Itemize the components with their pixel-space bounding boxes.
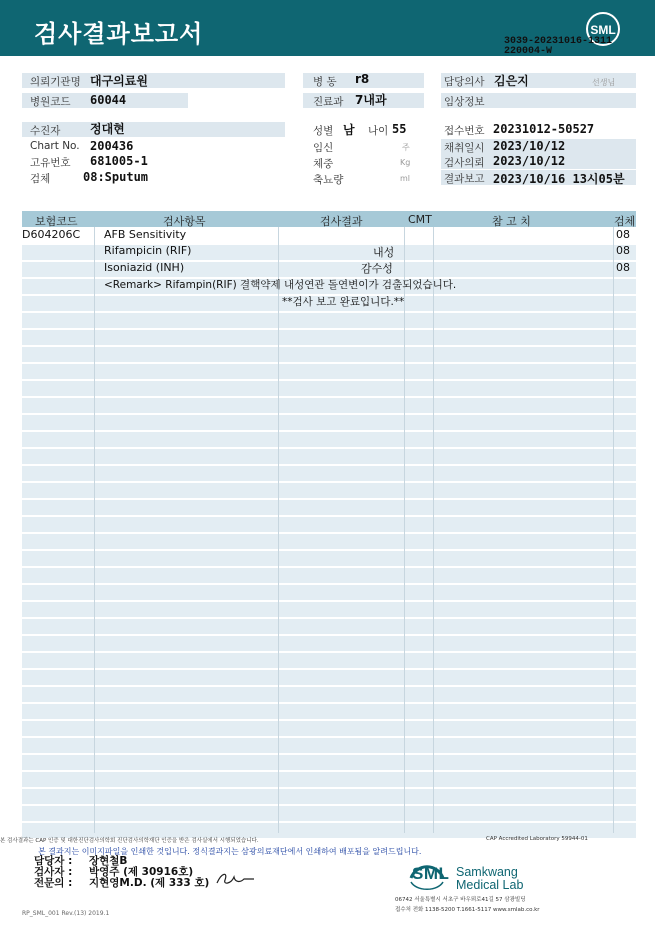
collection-date: 2023/10/12 [493,139,566,153]
age: 55 [392,122,407,136]
row-result: 내성 [373,246,395,259]
sex-label: 성별 [313,125,334,137]
col-divider [94,227,95,833]
col-header-specimen: 검체 [614,215,636,228]
col-header-item: 검사항목 [163,215,206,228]
ward-label: 병 동 [313,76,337,88]
staff-name: 박영주 (제 30916호) [89,866,194,878]
specimen-label: 검체 [30,173,51,185]
col-divider [278,227,279,833]
table-stripe [22,432,636,447]
footer-notice: 본 결과지는 이미지파일을 인쇄한 것입니다. 정식결과지는 삼광의료재단에서 인쇄하여 배포됨을 알려드립니다. [38,847,422,856]
col-header-cmt: CMT [408,213,432,226]
urine-unit: ml [400,174,411,183]
table-stripe [22,534,636,549]
col-divider [433,227,434,833]
completion-text: **검사 보고 완료입니다.** [282,296,405,308]
logo-text: SML [590,23,616,37]
brand-logo-text: SML [412,864,450,883]
requesting-org: 대구의료원 [90,74,148,88]
table-stripe [22,517,636,532]
row-item: AFB Sensitivity [104,228,187,241]
table-stripe [22,313,636,328]
receipt-no: 20231012-50527 [493,122,595,136]
table-stripe [22,330,636,345]
patient-label: 수진자 [30,125,61,137]
table-stripe [22,398,636,413]
table-stripe [22,466,636,481]
ward: r8 [355,72,370,86]
age-label: 나이 [368,125,389,137]
row-specimen: 08 [616,244,630,257]
table-stripe [22,789,636,804]
footer-disclaimer: 본 검사결과는 CAP 인증 및 대한진단검사의학회 진단검사의학재단 인증을 받은 검사실에서 시행되었습니다. [0,838,259,844]
row-item: Isoniazid (INH) [104,261,185,274]
unique-no: 681005-1 [90,154,148,168]
table-stripe [22,738,636,753]
table-stripe [22,347,636,362]
page-title: 검사결과보고서 [34,20,204,48]
request-label: 검사의뢰 [444,157,485,169]
doctor-label: 담당의사 [444,76,485,88]
unique-no-label: 고유번호 [30,157,71,169]
table-stripe [22,806,636,821]
table-stripe [22,483,636,498]
department: 7내과 [355,93,387,107]
doctor-suffix: 선생님 [592,78,616,87]
col-divider [613,227,614,833]
table-stripe [22,687,636,702]
table-stripe [22,551,636,566]
table-stripe [22,568,636,583]
table-stripe [22,500,636,515]
col-header-code: 보험코드 [35,215,78,228]
report-id [504,37,612,57]
staff-name: 지현영M.D. (제 333 호) [89,877,210,889]
col-header-result: 검사결과 [320,215,363,228]
report-date: 2023/10/16 13시05분 [493,172,625,186]
receipt-no-label: 접수번호 [444,125,485,137]
patient-name: 정대현 [90,122,125,136]
hospital-code: 60044 [90,93,127,107]
report-label: 결과보고 [444,173,485,185]
table-stripe [22,619,636,634]
pregnancy-label: 임신 [313,142,334,154]
label-bg-patient [22,122,285,137]
requesting-org-label: 의뢰기관명 [30,76,81,88]
doctor-name: 김은지 [494,74,529,88]
report-id-line2: 220004-W [504,46,553,57]
table-stripe [22,704,636,719]
chart-no-label: Chart No. [30,140,80,152]
table-stripe [22,670,636,685]
staff-role: 담당자 : [34,855,73,867]
chart-no: 200436 [90,139,134,153]
collection-label: 채취일시 [444,142,485,154]
row-item: Rifampicin (RIF) [104,244,192,257]
report-id-line1: 3039-20231016-1311 [504,36,613,47]
table-stripe [22,449,636,464]
table-stripe [22,653,636,668]
cap-accreditation: CAP Accredited Laboratory 59944-01 [486,836,588,842]
staff-role: 검사자 : [34,866,73,878]
table-stripe [22,772,636,787]
urine-label: 축뇨량 [313,174,344,186]
table-stripe [22,364,636,379]
table-stripe [22,721,636,736]
signature-icon [214,868,258,888]
table-stripe [22,415,636,430]
staff-role: 전문의 : [34,877,73,889]
pregnancy-unit: 주 [402,143,410,152]
sex: 남 [343,123,355,137]
table-stripe [22,636,636,651]
table-stripe [22,381,636,396]
weight-unit: Kg [400,158,411,167]
weight-label: 체중 [313,158,334,170]
specimen: 08:Sputum [83,170,149,184]
col-header-reference: 참 고 치 [492,215,531,228]
brand-contact: 접수처 전화 1138-5200 T.1661-5117 www.smlab.co.kr [395,907,540,913]
brand-name-line1: Samkwang [456,865,518,879]
revision-code: RP_SML_001 Rev.(13) 2019.1 [22,910,110,917]
row-result: 감수성 [361,262,393,275]
table-stripe [22,585,636,600]
brand-address: 06742 서울특별시 서초구 바우뫼로41길 57 삼광빌딩 [395,897,526,903]
table-stripe [22,755,636,770]
brand-name-line2: Medical Lab [456,878,524,892]
staff-name: 장현철B [89,855,128,867]
department-label: 진료과 [313,96,344,108]
row-code: D604206C [22,228,81,241]
row-specimen: 08 [616,228,630,241]
table-stripe [22,602,636,617]
request-date: 2023/10/12 [493,154,566,168]
col-divider [404,227,405,833]
clinical-info-label: 임상정보 [444,96,485,108]
hospital-code-label: 병원코드 [30,96,71,108]
row-specimen: 08 [616,261,630,274]
remark-text: <Remark> Rifampin(RIF) 결핵약제 내성연관 돌연변이가 검출되었습니다. [104,279,457,291]
